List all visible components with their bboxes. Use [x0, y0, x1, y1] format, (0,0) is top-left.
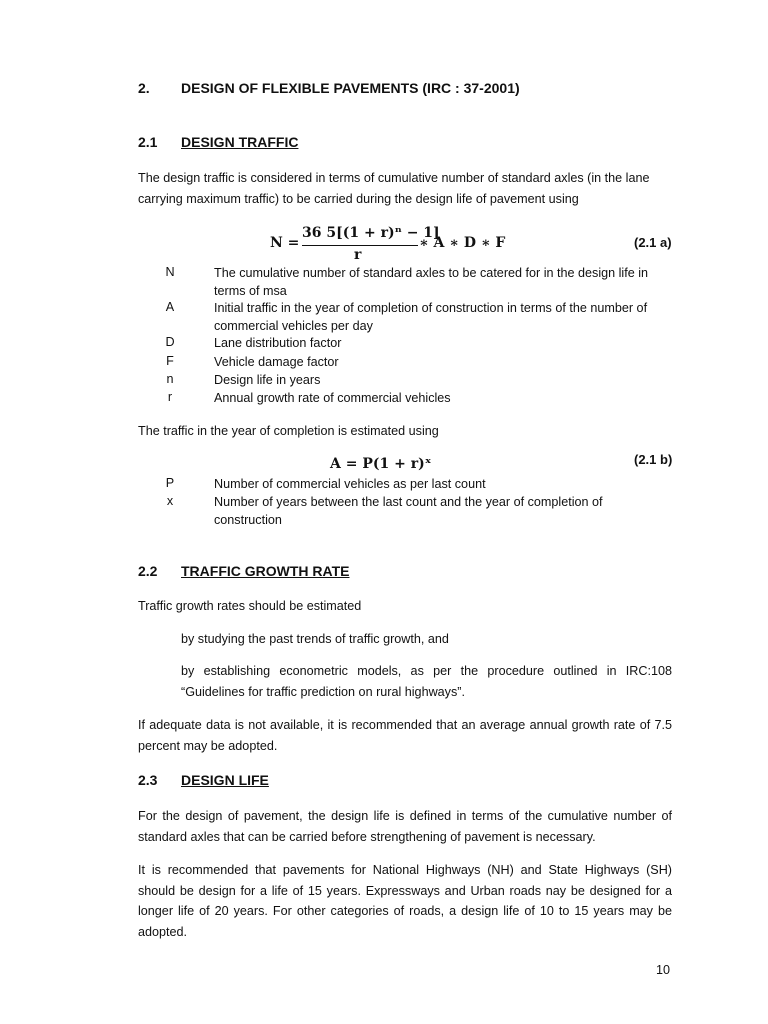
equation-a-numerator: 36 5[(1 + r)ⁿ − 1]: [302, 225, 440, 241]
section-2-3-number: 2.3: [138, 772, 158, 788]
definition-symbol: x: [166, 494, 174, 508]
definition-text: Vehicle damage factor: [214, 355, 339, 369]
page-number: 10: [656, 963, 671, 977]
section-2-title: DESIGN OF FLEXIBLE PAVEMENTS (IRC : 37-2001): [181, 80, 520, 96]
fraction-bar: [302, 245, 418, 246]
growth-method-item: by establishing econometric models, as per the procedure outlined in IRC:108 “Guidelines for traffic prediction on rural highways”.: [181, 664, 672, 699]
definition-text: Initial traffic in the year of completion of construction in terms of the number of commercial vehicles per day: [214, 301, 648, 333]
definition-symbol: D: [165, 335, 175, 349]
section-2-1-title: DESIGN TRAFFIC: [181, 134, 299, 150]
definition-text: Lane distribution factor: [214, 336, 342, 350]
equation-a-rhs: ∗ A ∗ D ∗ F: [419, 235, 506, 251]
growth-rate-recommendation: If adequate data is not available, it is recommended that an average annual growth rate of 7.5 percent may be adopted.: [138, 718, 672, 753]
section-2-number: 2.: [138, 80, 150, 96]
design-traffic-intro: The design traffic is considered in terms of cumulative number of standard axles (in the lane carrying maximum traffic) to be carried during the design life of pavement using: [138, 171, 650, 206]
definition-symbol: F: [166, 354, 174, 368]
definition-text: Annual growth rate of commercial vehicles: [214, 391, 451, 405]
growth-rate-intro: Traffic growth rates should be estimated: [138, 599, 362, 613]
definition-symbol: P: [165, 476, 175, 490]
equation-a-label: (2.1 a): [634, 235, 672, 250]
section-2-3-title: DESIGN LIFE: [181, 772, 269, 788]
equation-a-fraction: [302, 225, 440, 265]
equation-b: A = P(1 + r)ˣ: [330, 456, 432, 472]
design-life-paragraph-2: It is recommended that pavements for National Highways (NH) and State Highways (SH) should be design for a life of 15 years. Expressways and Urban roads nay be designed for a longer life of 20 years. For other categories of roads, a design life of 10 to 15 years may be adopted.: [138, 863, 672, 939]
equation-a-denominator: r: [354, 247, 362, 263]
section-2-2-number: 2.2: [138, 563, 158, 579]
definition-text: Design life in years: [214, 373, 321, 387]
equation-a-lhs: N =: [270, 235, 300, 251]
growth-method-item: by studying the past trends of traffic growth, and: [181, 632, 449, 646]
section-2-2-title: TRAFFIC GROWTH RATE: [181, 563, 350, 579]
definition-symbol: A: [165, 300, 175, 314]
definition-text: Number of commercial vehicles as per last count: [214, 477, 486, 491]
definition-symbol: n: [166, 372, 174, 386]
definition-text: Number of years between the last count and the year of completion of construction: [214, 495, 603, 527]
definition-symbol: r: [167, 390, 173, 404]
completion-text: The traffic in the year of completion is estimated using: [138, 424, 439, 438]
equation-b-label: (2.1 b): [634, 452, 673, 467]
definition-text: The cumulative number of standard axles to be catered for in the design life in terms of msa: [214, 266, 649, 298]
design-life-paragraph-1: For the design of pavement, the design life is defined in terms of the cumulative number of standard axles that can be carried before strengthening of pavement is necessary.: [138, 809, 672, 844]
section-2-1-number: 2.1: [138, 134, 158, 150]
definition-symbol: N: [165, 265, 175, 279]
